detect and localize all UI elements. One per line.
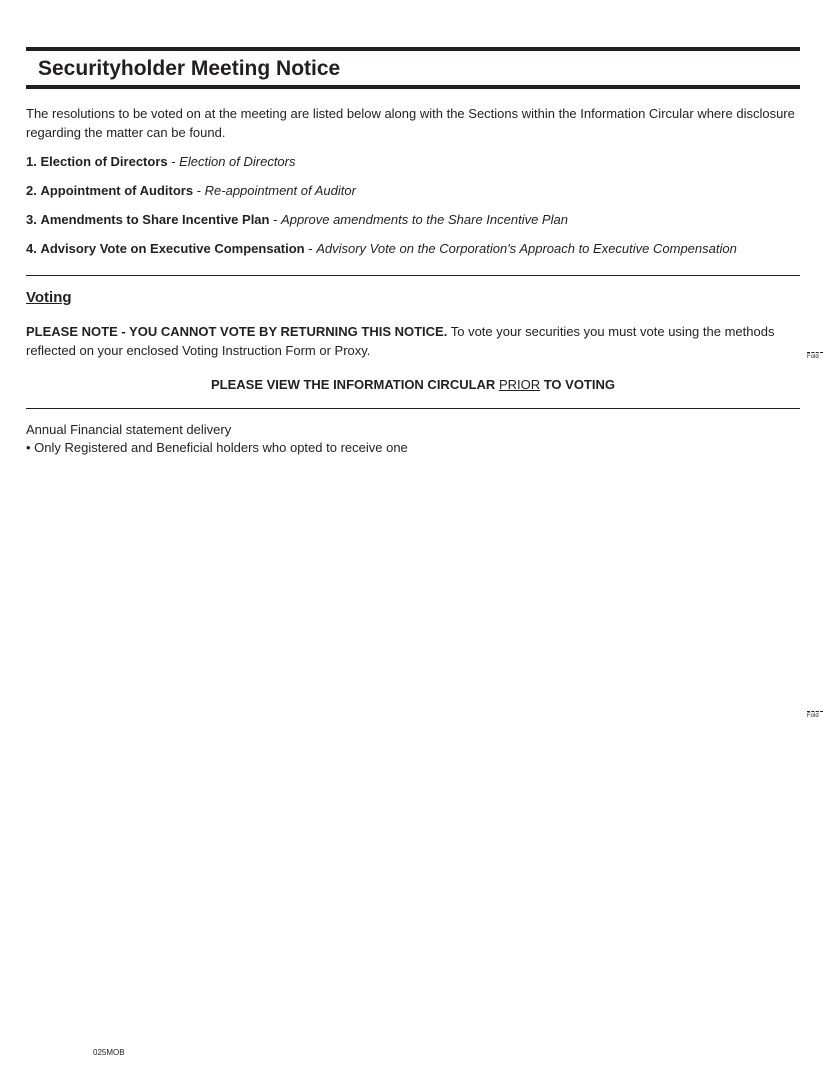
view-circular-text-end: TO VOTING	[540, 377, 615, 392]
resolution-separator: -	[167, 154, 180, 169]
section-divider	[26, 408, 800, 409]
financial-statement-section	[26, 421, 800, 457]
view-circular-line	[26, 375, 800, 394]
financial-statement-title: Annual Financial statement delivery	[26, 422, 232, 437]
section-divider	[26, 275, 800, 276]
resolution-section: Election of Directors	[179, 154, 296, 169]
fold-mark	[807, 352, 823, 361]
voting-note	[26, 322, 800, 360]
fold-mark	[807, 711, 823, 720]
resolution-name: Election of Directors	[40, 154, 168, 169]
resolution-item-3	[26, 210, 800, 229]
resolution-name: Amendments to Share Incentive Plan	[40, 212, 270, 227]
resolution-separator: -	[193, 183, 205, 198]
resolution-name: Advisory Vote on Executive Compensation	[40, 241, 305, 256]
voting-note-text: To vote your securities you must vote using the methods reflected on your enclosed Voting Instruction Form or Proxy.	[26, 324, 775, 358]
resolution-number: 1.	[26, 154, 37, 169]
resolution-item-4	[26, 239, 800, 258]
resolution-number: 4.	[26, 241, 37, 256]
page-title: Securityholder Meeting Notice	[38, 57, 341, 80]
resolution-section: Advisory Vote on the Corporation's Approach to Executive Compensation	[316, 241, 737, 256]
fold-dash	[807, 711, 823, 712]
view-circular-prior: PRIOR	[498, 377, 541, 392]
fold-label: Fold	[807, 354, 819, 360]
fold-dash	[807, 352, 823, 353]
resolution-name: Appointment of Auditors	[40, 183, 194, 198]
resolution-item-2	[26, 181, 800, 200]
voting-heading: Voting	[26, 289, 72, 306]
financial-statement-bullet: • Only Registered and Beneficial holders who opted to receive one	[26, 440, 408, 455]
fold-label: Fold	[807, 713, 819, 719]
resolution-section: Re-appointment of Auditor	[204, 183, 356, 198]
title-banner	[26, 47, 800, 89]
resolution-item-1	[26, 152, 800, 171]
resolution-number: 3.	[26, 212, 37, 227]
resolution-number: 2.	[26, 183, 37, 198]
resolution-separator: -	[269, 212, 282, 227]
notice-page	[26, 47, 800, 457]
voting-note-warning: PLEASE NOTE - YOU CANNOT VOTE BY RETURNING THIS NOTICE.	[26, 324, 448, 339]
resolution-section: Approve amendments to the Share Incentive Plan	[281, 212, 568, 227]
resolution-separator: -	[304, 241, 317, 256]
intro-paragraph: The resolutions to be voted on at the meeting are listed below along with the Sections within the Information Circular where disclosure regarding the matter can be found.	[26, 106, 795, 140]
form-code: 025MOB	[93, 1048, 125, 1057]
view-circular-text: PLEASE VIEW THE INFORMATION CIRCULAR	[211, 377, 499, 392]
